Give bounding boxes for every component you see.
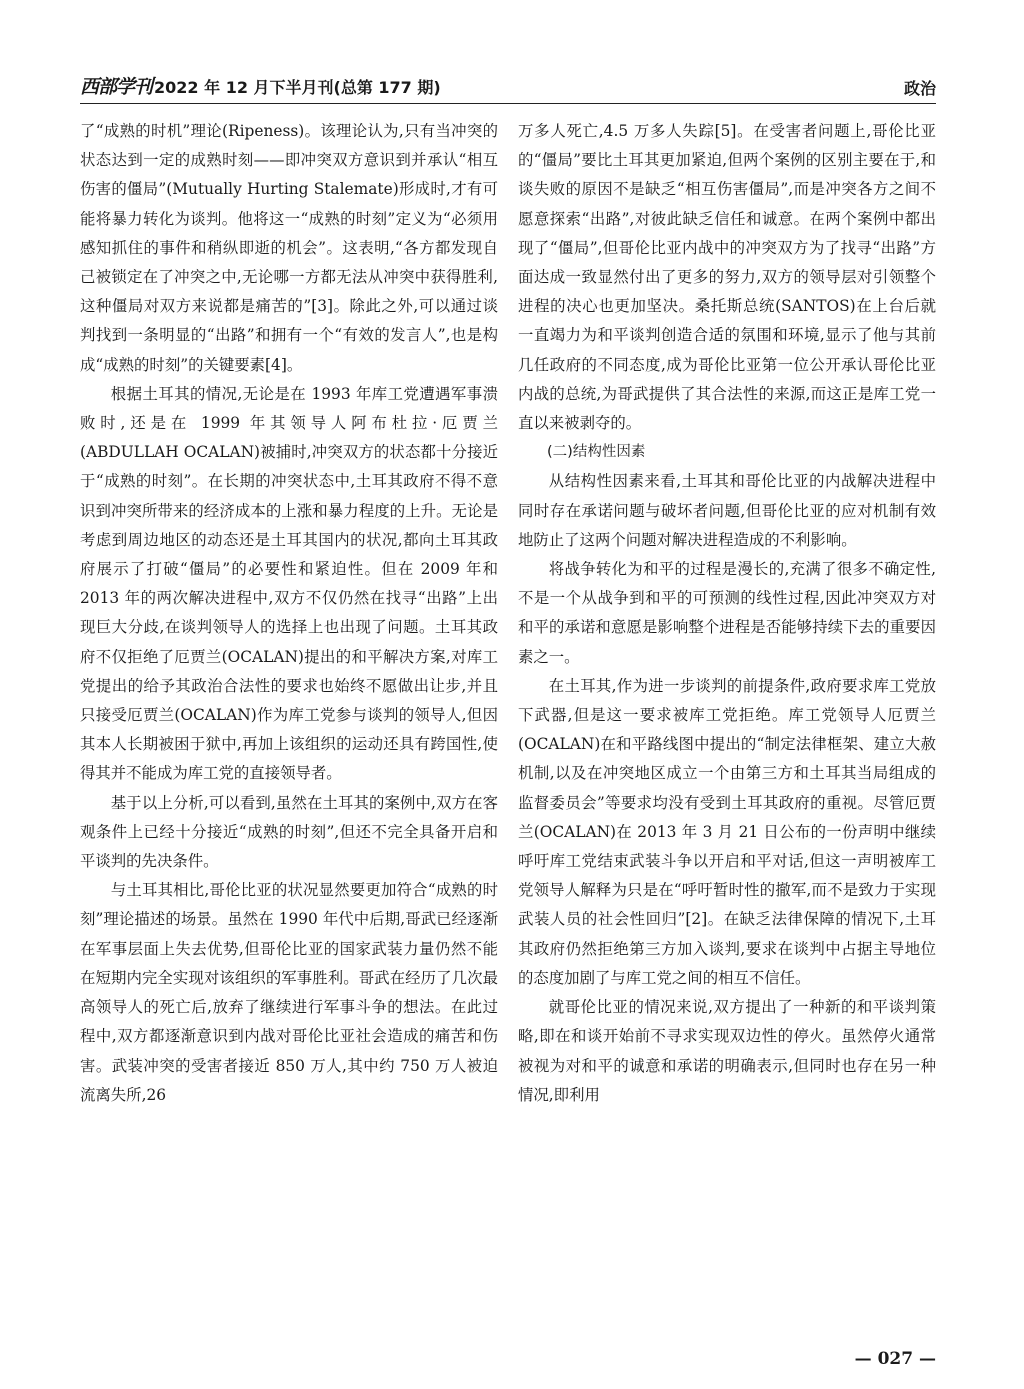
paragraph: 根据土耳其的情况,无论是在 1993 年库工党遭遇军事溃败时,还是在 1999 年其领导人阿布杜拉·厄贾兰(ABDULLAH OCALAN)被捕时,冲突双方的状态都十分接近于“成熟的时刻”。在长期的冲突状态中,土耳其政府不得不意识到冲突所带来的经济成本的上涨和暴力程度的上升。无论是考虑到周边地区的动态还是土耳其国内的状况,都向土耳其政府展示了打破“僵局”的必要性和紧迫性。但在 2009 年和 2013 年的两次解决进程中,双方不仅仍然在找寻“出路”上出现巨大分歧,在谈判领导人的选择上也出现了问题。土耳其政府不仅拒绝了厄贾兰(OCALAN)提出的和平解决方案,对库工党提出的给予其政治合法性的要求也始终不愿做出让步,并且只接受厄贾兰(OCALAN)作为库工党参与谈判的领导人,但因其本人长期被困于狱中,再加上该组织的运动还具有跨国性,使得其并不能成为库工党的直接领导者。 [80,384,498,783]
paragraph: 万多人死亡,4.5 万多人失踪[5]。在受害者问题上,哥伦比亚的“僵局”要比土耳其更加紧迫,但两个案例的区别主要在于,和谈失败的原因不是缺乏“相互伤害僵局”,而是冲突各方之间不愿意探索“出路”,对彼此缺乏信任和诚意。在两个案例中都出现了“僵局”,但哥伦比亚内战中的冲突双方为了找寻“出路”方面达成一致显然付出了更多的努力,双方的领导层对引领整个进程的决心也更加坚决。桑托斯总统(SANTOS)在上台后就一直竭力为和平谈判创造合适的氛围和环境,显示了他与其前几任政府的不同态度,成为哥伦比亚第一位公开承认哥伦比亚内战的总统,为哥武提供了其合法性的来源,而这正是库工党一直以来被剥夺的。 [518,122,936,433]
issue-info: 2022 年 12 月下半月刊(总第 177 期) [154,78,441,97]
paragraph: 从结构性因素来看,土耳其和哥伦比亚的内战解决进程中同时存在承诺问题与破坏者问题,但哥伦比亚的应对机制有效地防止了这两个问题对解决进程造成的不利影响。 [518,472,936,549]
paragraph: 在土耳其,作为进一步谈判的前提条件,政府要求库工党放下武器,但是这一要求被库工党拒绝。库工党领导人厄贾兰(OCALAN)在和平路线图中提出的“制定法律框架、建立大赦机制,以及在冲突地区成立一个由第三方和土耳其当局组成的监督委员会”等要求均没有受到土耳其政府的重视。尽管厄贾兰(OCALAN)在 2013 年 3 月 21 日公布的一份声明中继续呼吁库工党结束武装斗争以开启和平对话,但这一声明被库工党领导人解释为只是在“呼吁暂时性的撤军,而不是致力于实现武装人员的社会性回归”[2]。在缺乏法律保障的情况下,土耳其政府仍然拒绝第三方加入谈判,要求在谈判中占据主导地位的态度加剧了与库工党之间的相互不信任。 [518,676,936,987]
paragraph: 了“成熟的时机”理论(Ripeness)。该理论认为,只有当冲突的状态达到一定的成熟时刻——即冲突双方意识到并承认“相互伤害的僵局”(Mutually Hurting Stalemate)形成时,才有可能将暴力转化为谈判。他将这一“成熟的时刻”定义为“必须用感知抓住的事件和稍纵即逝的机会”。这表明,“各方都发现自己被锁定在了冲突之中,无论哪一方都无法从冲突中获得胜利,这种僵局对双方来说都是痛苦的”[3]。除此之外,可以通过谈判找到一条明显的“出路”和拥有一个“有效的发言人”,也是构成“成熟的时刻”的关键要素[4]。 [80,122,498,374]
right-column [518,117,936,1110]
section-label: 政治 [903,79,936,98]
body-columns [80,117,936,1110]
paragraph: 基于以上分析,可以看到,虽然在土耳其的案例中,双方在客观条件上已经十分接近“成熟的时刻”,但还不完全具备开启和平谈判的先决条件。 [80,793,498,871]
page-number: — 027 — [854,1349,936,1369]
paragraph: 与土耳其相比,哥伦比亚的状况显然要更加符合“成熟的时刻”理论描述的场景。虽然在 1990 年代中后期,哥武已经逐渐在军事层面上失去优势,但哥伦比亚的国家武装力量仍然不能在短期内完全实现对该组织的军事胜利。哥武在经历了几次最高领导人的死亡后,放弃了继续进行军事斗争的想法。在此过程中,双方都逐渐意识到内战对哥伦比亚社会造成的痛苦和伤害。武装冲突的受害者接近 850 万人,其中约 750 万人被迫流离失所,26 [80,881,498,1104]
paragraph: 将战争转化为和平的过程是漫长的,充满了很多不确定性,不是一个从战争到和平的可预测的线性过程,因此冲突双方对和平的承诺和意愿是影响整个进程是否能够持续下去的重要因素之一。 [518,560,936,666]
left-column [80,117,498,1110]
header-left [80,72,441,99]
running-header [80,70,936,104]
subsection-heading: (二)结构性因素 [547,444,646,461]
journal-logo: 西部学刊 [80,76,153,98]
paragraph: 就哥伦比亚的情况来说,双方提出了一种新的和平谈判策略,即在和谈开始前不寻求实现双边性的停火。虽然停火通常被视为对和平的诚意和承诺的明确表示,但同时也存在另一种情况,即利用 [518,998,936,1104]
